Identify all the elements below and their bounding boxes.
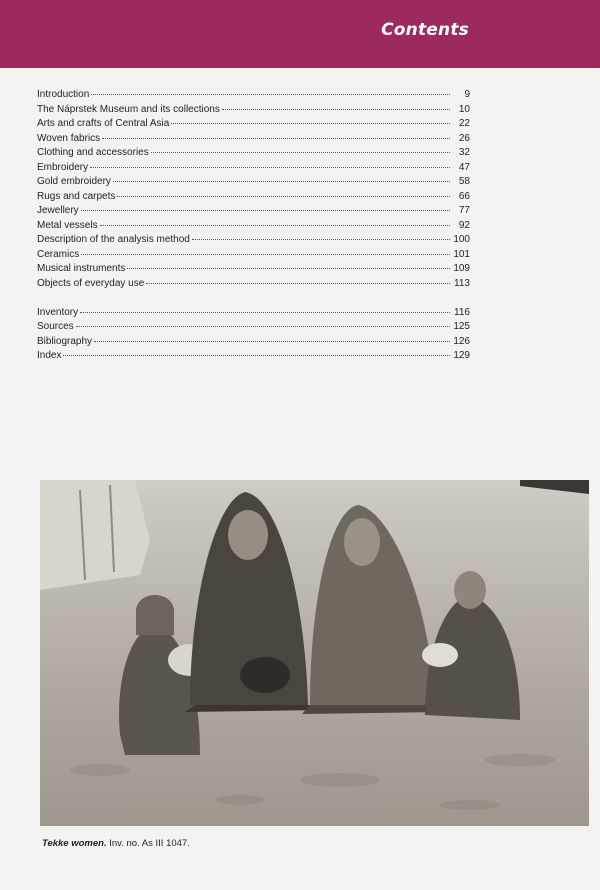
toc-back-matter-section: [37, 305, 470, 363]
toc-entry-title: Embroidery: [37, 161, 89, 173]
toc-dot-leader: [91, 85, 450, 95]
toc-entry-title: Ceramics: [37, 248, 80, 260]
toc-entry-page: 126: [453, 335, 470, 347]
toc-entry-page: 125: [453, 321, 470, 332]
toc-dot-leader: [63, 346, 450, 356]
photo-caption: [42, 838, 190, 849]
toc-entry-title: Index: [37, 350, 62, 361]
toc-dot-leader: [94, 332, 450, 342]
toc-entry: [37, 276, 470, 291]
toc-main-section: [37, 87, 470, 290]
toc-entry-title: Description of the analysis method: [37, 234, 190, 245]
toc-entry-page: 116: [454, 306, 470, 318]
toc-entry-page: 9: [464, 89, 470, 100]
toc-entry-title: Rugs and carpets: [37, 190, 116, 202]
toc-entry-page: 129: [453, 350, 470, 361]
toc-entry-title: Metal vessels: [37, 219, 98, 231]
toc-entry-page: 113: [454, 277, 470, 289]
toc-dot-leader: [113, 172, 450, 182]
toc-entry-page: 77: [458, 205, 470, 216]
historical-photograph: [40, 480, 589, 826]
caption-title: Tekke women.: [42, 838, 107, 849]
header-band: [0, 0, 600, 68]
toc-dot-leader: [192, 230, 450, 240]
toc-entry-page: 10: [458, 103, 470, 115]
toc-dot-leader: [117, 187, 450, 197]
toc-entry-page: 100: [453, 234, 470, 245]
toc-entry-title: Arts and crafts of Central Asia: [37, 118, 170, 129]
toc-dot-leader: [146, 274, 450, 284]
toc-entry-page: 92: [458, 219, 470, 231]
toc-entry-title: Jewellery: [37, 205, 79, 216]
toc-dot-leader: [100, 216, 450, 226]
toc-entry-page: 26: [458, 132, 470, 144]
toc-entry-title: The Náprstek Museum and its collections: [37, 103, 220, 115]
toc-dot-leader: [81, 245, 450, 255]
toc-entry-title: Sources: [37, 321, 74, 332]
toc-entry-page: 101: [453, 248, 470, 260]
toc-dot-leader: [90, 158, 450, 168]
toc-entry-page: 32: [458, 147, 470, 158]
toc-entry-page: 66: [458, 190, 470, 202]
toc-entry-title: Introduction: [37, 89, 90, 100]
toc-entry-title: Musical instruments: [37, 263, 126, 274]
toc-entry-page: 109: [453, 263, 470, 274]
toc-dot-leader: [127, 259, 450, 269]
toc-entry: [37, 348, 470, 363]
caption-inventory: Inv. no. As III 1047.: [106, 838, 190, 849]
page-title: Contents: [381, 20, 469, 40]
toc-entry-page: 58: [458, 176, 470, 187]
toc-dot-leader: [81, 201, 450, 211]
toc-dot-leader: [171, 114, 450, 124]
toc-dot-leader: [222, 100, 450, 110]
toc-dot-leader: [76, 317, 450, 327]
toc-entry-title: Objects of everyday use: [37, 277, 145, 289]
toc-entry-page: 22: [458, 118, 470, 129]
tekke-women-photo: [40, 480, 589, 826]
toc-dot-leader: [80, 303, 450, 313]
toc-dot-leader: [102, 129, 450, 139]
toc-entry-title: Inventory: [37, 306, 79, 318]
toc-dot-leader: [151, 143, 450, 153]
table-of-contents: [37, 87, 470, 363]
toc-entry-title: Bibliography: [37, 335, 93, 347]
toc-entry-title: Clothing and accessories: [37, 147, 149, 158]
toc-entry-title: Gold embroidery: [37, 176, 111, 187]
toc-entry-title: Woven fabrics: [37, 132, 101, 144]
toc-entry-page: 47: [458, 161, 470, 173]
